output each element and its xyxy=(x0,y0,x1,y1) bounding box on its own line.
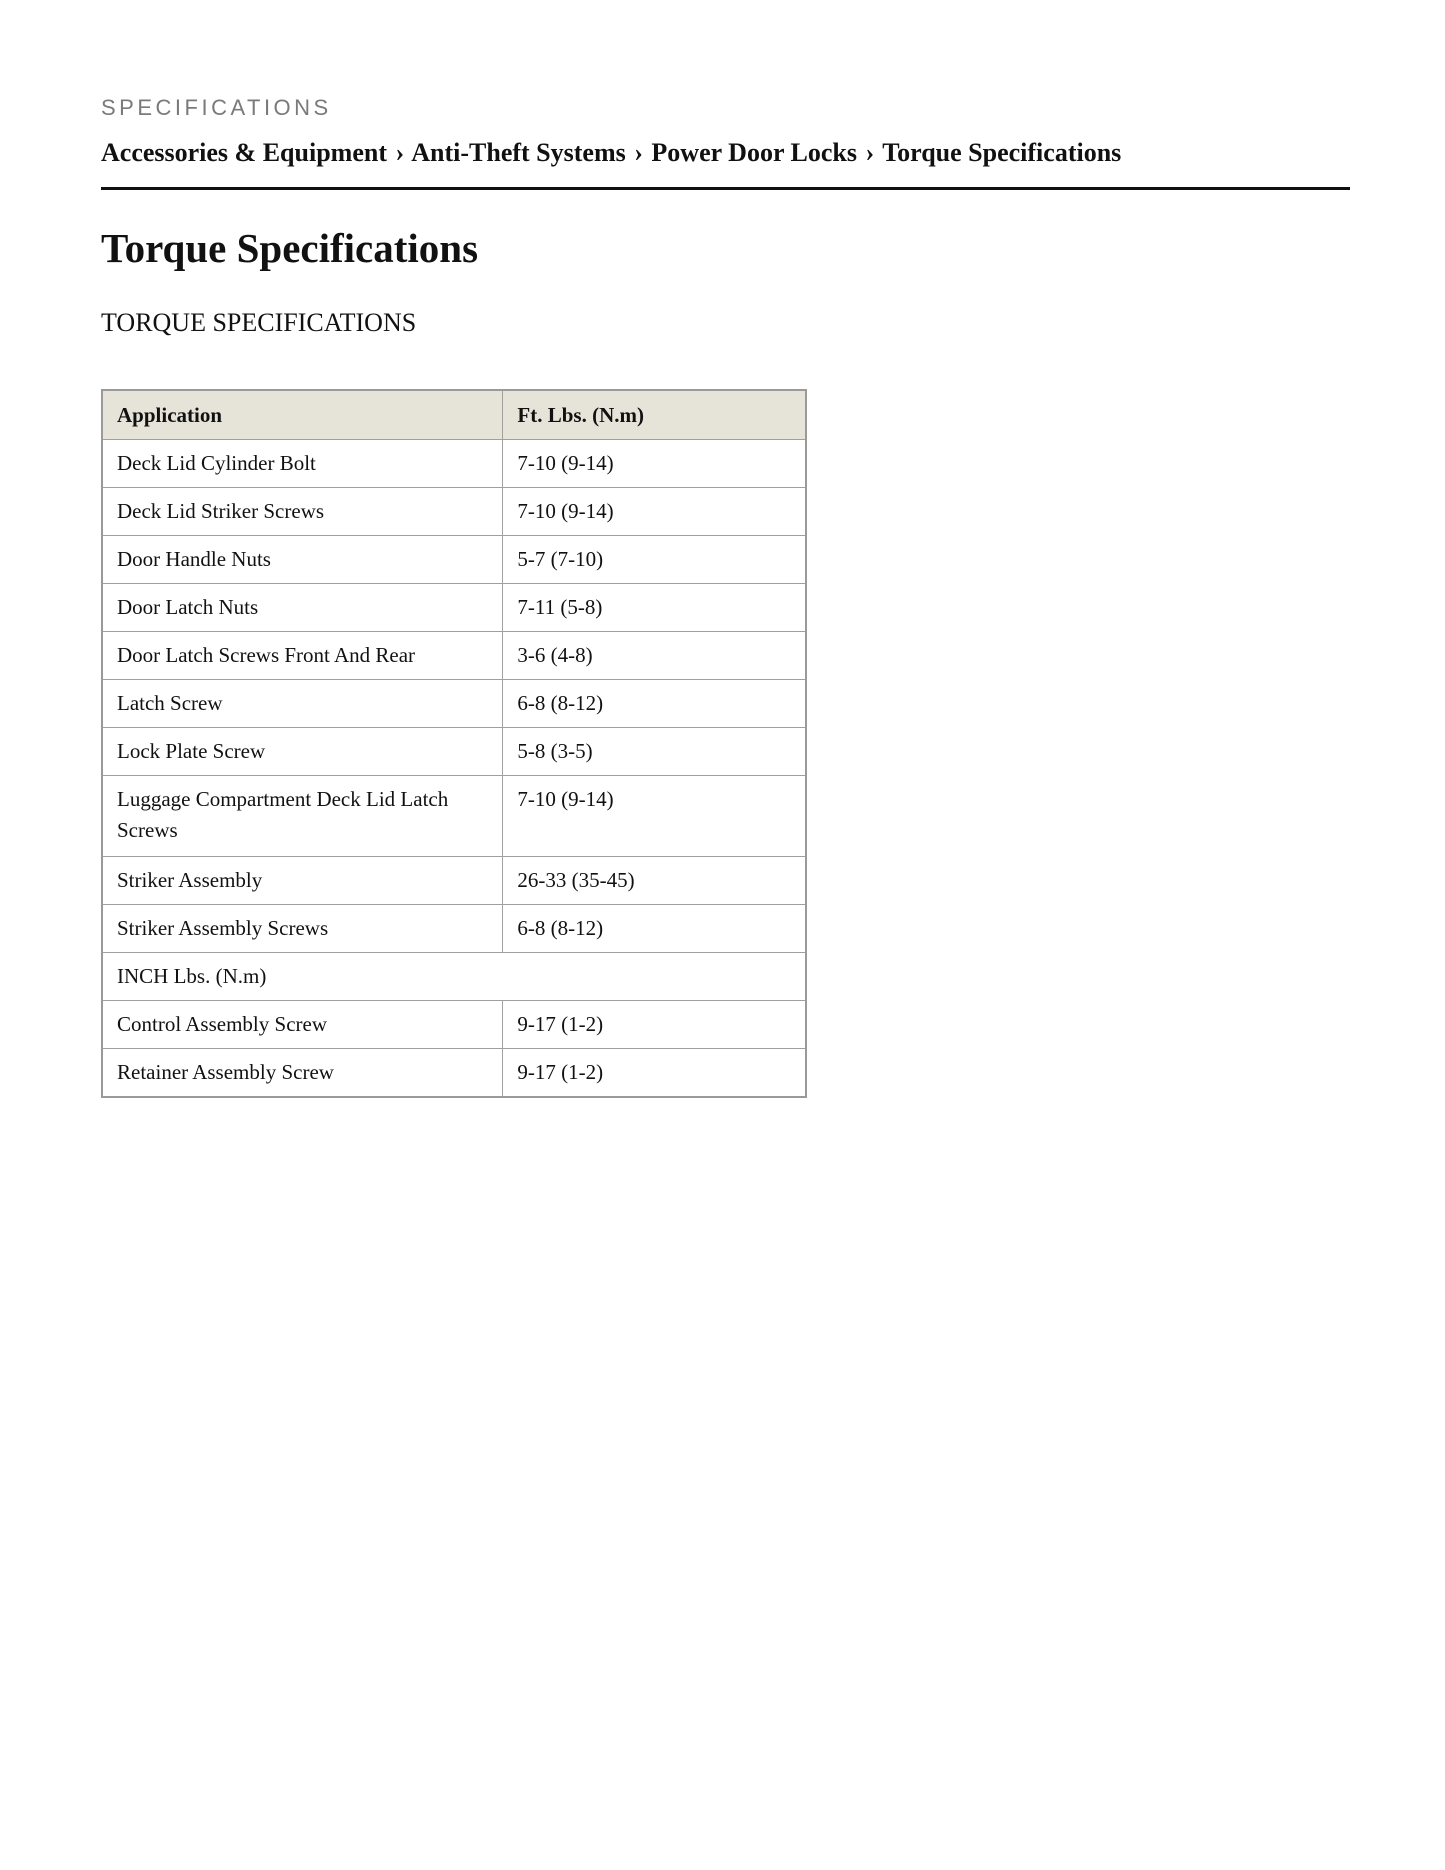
breadcrumb-item-anti-theft[interactable]: Anti-Theft Systems xyxy=(411,138,626,167)
torque-value-cell: 6-8 (8-12) xyxy=(503,680,806,728)
section-subtitle: TORQUE SPECIFICATIONS xyxy=(101,308,417,337)
application-cell: Control Assembly Screw xyxy=(102,1001,503,1049)
table-header-row xyxy=(102,390,806,440)
application-cell: Door Latch Nuts xyxy=(102,584,503,632)
torque-value-cell: 6-8 (8-12) xyxy=(503,905,806,953)
application-cell: Deck Lid Cylinder Bolt xyxy=(102,440,503,488)
breadcrumb xyxy=(101,138,1121,168)
torque-value-cell: 7-11 (5-8) xyxy=(503,584,806,632)
table-row xyxy=(102,857,806,905)
torque-value-cell: 5-8 (3-5) xyxy=(503,728,806,776)
torque-value-cell: 9-17 (1-2) xyxy=(503,1001,806,1049)
breadcrumb-item-power-door-locks[interactable]: Power Door Locks xyxy=(651,138,857,167)
column-header-application: Application xyxy=(102,390,503,440)
page-title: Torque Specifications xyxy=(101,225,479,271)
torque-spec-table xyxy=(101,389,807,1098)
application-cell: Deck Lid Striker Screws xyxy=(102,488,503,536)
application-cell: Luggage Compartment Deck Lid Latch Screws xyxy=(102,776,503,857)
table-row xyxy=(102,776,806,857)
column-header-ft-lbs: Ft. Lbs. (N.m) xyxy=(503,390,806,440)
application-cell: Latch Screw xyxy=(102,680,503,728)
table-row xyxy=(102,584,806,632)
breadcrumb-separator: › xyxy=(395,138,405,167)
application-cell: Door Latch Screws Front And Rear xyxy=(102,632,503,680)
table-row xyxy=(102,1001,806,1049)
application-cell: Striker Assembly Screws xyxy=(102,905,503,953)
table-row xyxy=(102,680,806,728)
table-row xyxy=(102,632,806,680)
table-row xyxy=(102,1049,806,1098)
table-section-row xyxy=(102,953,806,1001)
breadcrumb-separator: › xyxy=(865,138,875,167)
table-row xyxy=(102,905,806,953)
application-cell: Lock Plate Screw xyxy=(102,728,503,776)
header-divider xyxy=(101,187,1350,190)
section-eyebrow: SPECIFICATIONS xyxy=(101,95,332,120)
torque-value-cell: 7-10 (9-14) xyxy=(503,488,806,536)
torque-value-cell: 3-6 (4-8) xyxy=(503,632,806,680)
breadcrumb-item-current: Torque Specifications xyxy=(882,138,1122,167)
application-cell: Door Handle Nuts xyxy=(102,536,503,584)
torque-value-cell: 26-33 (35-45) xyxy=(503,857,806,905)
torque-value-cell: 7-10 (9-14) xyxy=(503,776,806,857)
application-cell: Retainer Assembly Screw xyxy=(102,1049,503,1098)
table-row xyxy=(102,536,806,584)
torque-value-cell: 9-17 (1-2) xyxy=(503,1049,806,1098)
torque-value-cell: 7-10 (9-14) xyxy=(503,440,806,488)
application-cell: Striker Assembly xyxy=(102,857,503,905)
breadcrumb-item-accessories[interactable]: Accessories & Equipment xyxy=(101,138,387,167)
breadcrumb-separator: › xyxy=(634,138,643,167)
table-row xyxy=(102,488,806,536)
inch-lbs-section-label: INCH Lbs. (N.m) xyxy=(102,953,806,1001)
torque-value-cell: 5-7 (7-10) xyxy=(503,536,806,584)
table-row xyxy=(102,728,806,776)
table-row xyxy=(102,440,806,488)
